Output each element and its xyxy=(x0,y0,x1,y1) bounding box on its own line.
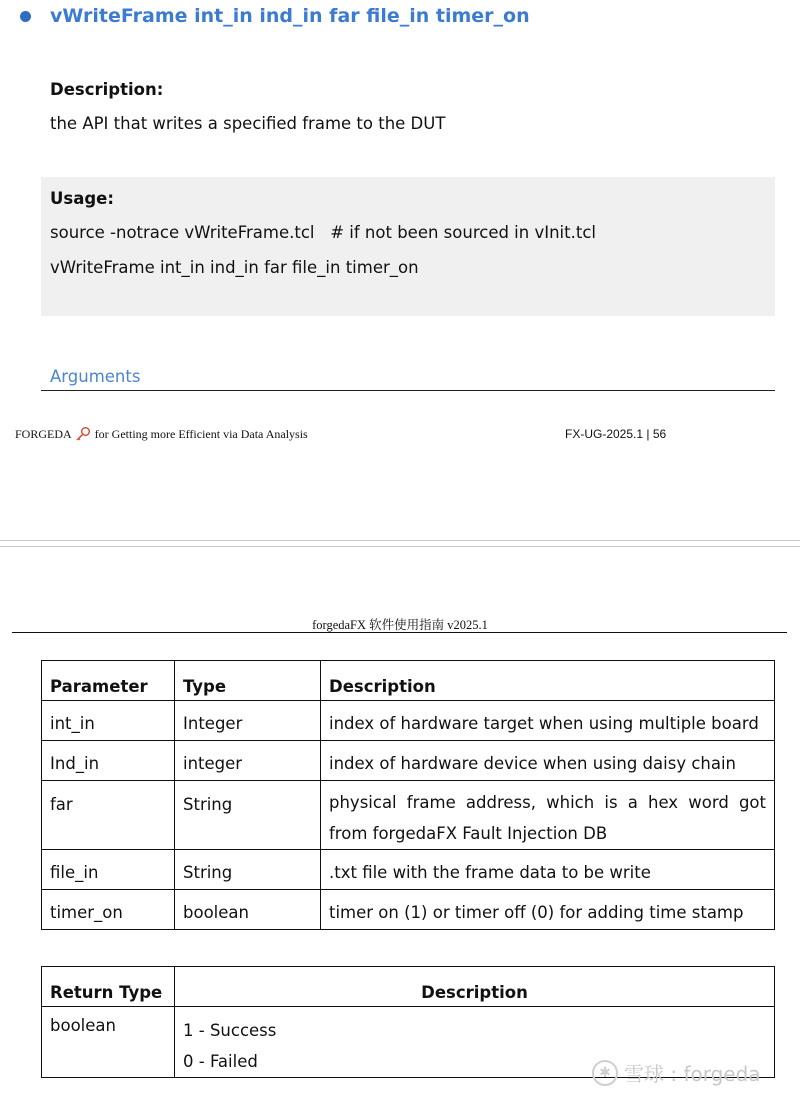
return-type: boolean xyxy=(42,1007,175,1078)
param-name: int_in xyxy=(42,701,175,741)
column-header: Return Type xyxy=(42,967,175,1007)
usage-source-line: source -notrace vWriteFrame.tcl # if not been sourced in vInit.tcl xyxy=(50,223,596,242)
param-description: .txt file with the frame data to be write xyxy=(321,850,775,890)
table-header-row xyxy=(42,661,775,701)
page-break-line xyxy=(0,540,800,541)
page-footer-left xyxy=(15,426,308,442)
param-name: file_in xyxy=(42,850,175,890)
param-type: Integer xyxy=(175,701,321,741)
column-header: Type xyxy=(175,661,321,701)
page-header-title: forgedaFX 软件使用指南 v2025.1 xyxy=(312,618,488,632)
arguments-rule xyxy=(41,390,775,391)
page-footer-right xyxy=(565,427,666,441)
arguments-heading: Arguments xyxy=(50,367,141,386)
column-header: Parameter xyxy=(42,661,175,701)
api-heading-text: vWriteFrame int_in ind_in far file_in timer_on xyxy=(50,5,530,27)
api-heading xyxy=(20,5,530,27)
description-text: the API that writes a specified frame to the DUT xyxy=(50,114,446,133)
watermark xyxy=(592,1058,761,1087)
param-name: Ind_in xyxy=(42,741,175,781)
snowball-logo-icon: ✱ xyxy=(592,1060,618,1086)
table-row xyxy=(42,701,775,741)
param-description: index of hardware device when using daisy chain xyxy=(321,741,775,781)
usage-code-block xyxy=(41,177,775,316)
param-name: far xyxy=(42,781,175,850)
param-description: timer on (1) or timer off (0) for adding time stamp xyxy=(321,890,775,930)
footer-separator: | xyxy=(646,427,650,441)
table-row xyxy=(42,781,775,850)
page-header-rule xyxy=(12,632,787,633)
footer-brand: FORGEDA xyxy=(15,426,72,441)
column-header: Description xyxy=(175,967,775,1007)
table-row xyxy=(42,890,775,930)
return-value-success: 1 - Success xyxy=(183,1021,277,1040)
bullet-icon xyxy=(20,11,31,22)
parameters-table xyxy=(41,660,775,930)
param-description: physical frame address, which is a hex word got from forgedaFX Fault Injection DB xyxy=(321,781,775,850)
key-icon xyxy=(75,426,91,442)
watermark-text: 雪球 : forgeda xyxy=(624,1062,761,1086)
page-break-line xyxy=(0,546,800,547)
param-description: index of hardware target when using multiple board xyxy=(321,701,775,741)
param-type: boolean xyxy=(175,890,321,930)
column-header: Description xyxy=(321,661,775,701)
usage-label: Usage: xyxy=(50,189,114,208)
footer-tagline: for Getting more Efficient via Data Analysis xyxy=(94,426,308,441)
param-type: integer xyxy=(175,741,321,781)
param-type: String xyxy=(175,781,321,850)
table-row xyxy=(42,850,775,890)
description-label: Description: xyxy=(50,80,164,99)
return-value-failed: 0 - Failed xyxy=(183,1052,258,1071)
footer-doc-id: FX-UG-2025.1 xyxy=(565,427,644,441)
usage-call-line: vWriteFrame int_in ind_in far file_in timer_on xyxy=(50,258,419,277)
param-name: timer_on xyxy=(42,890,175,930)
footer-page-number: 56 xyxy=(652,427,667,441)
table-row xyxy=(42,741,775,781)
param-type: String xyxy=(175,850,321,890)
table-header-row xyxy=(42,967,775,1007)
